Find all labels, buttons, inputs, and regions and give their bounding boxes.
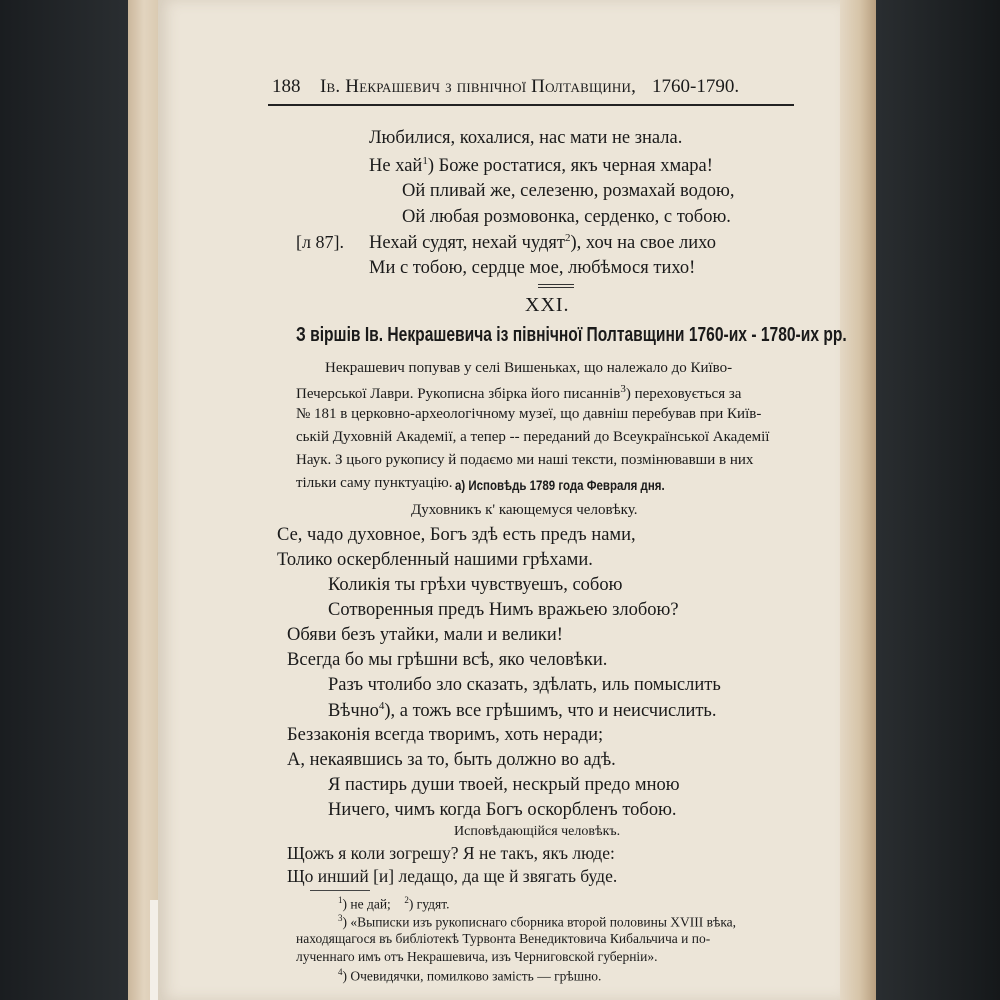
verse-line: Я пастирь души твоей, нескрый предо мною <box>328 775 680 795</box>
desk-background-right <box>868 0 1000 1000</box>
page-number: 188 <box>272 76 301 97</box>
intro-line: Наук. З цього рукопису й подаємо ми наші тексти, позмінювавши в них <box>296 452 754 468</box>
footnote-ref: 2 <box>565 232 571 244</box>
intro-line: Печерської Лаври. Рукописна збірка його писаннів$^3$) переховується за <box>296 383 742 402</box>
footnote-ref: 4 <box>378 700 385 712</box>
book-gutter-left <box>128 0 160 1000</box>
footnote-cont: лученнаго имъ отъ Некрашевича, изъ Черниговской губерніи». <box>296 949 658 964</box>
verse-line: Щожъ я коли зогрешу? Я не такъ, якъ люде: <box>287 843 615 863</box>
subsection-heading: а) Исповѣдь 1789 года Февраля дня. <box>455 477 665 493</box>
verse-line: Ми с тобою, сердце мое, любѣмося тихо! <box>369 258 696 278</box>
book-page-edge-right <box>836 0 876 1000</box>
verse-line: Не хай$^1$) Боже ростатися, якъ черная хмара! <box>369 155 713 177</box>
verse-line: Сотворенныя предъ Нимъ вражьею злобою? <box>328 600 679 620</box>
binding-strip <box>150 900 158 1000</box>
speaker-label: Исповѣдающійся человѣкъ. <box>454 824 621 839</box>
section-divider <box>538 287 574 288</box>
intro-line: Некрашевич попував у селі Вишеньках, що належало до Київо- <box>325 360 733 376</box>
intro-line: ській Духовній Академії, а тепер -- переданий до Всеукраїнської Академії <box>296 429 770 445</box>
footnote: $^3$) «Выписки изъ рукописнаго сборника второй половины XVIII вѣка, <box>338 913 737 930</box>
verse-line: Всегда бо мы грѣшни всѣ, яко человѣки. <box>287 650 608 670</box>
verse-line: Обяви безъ утайки, мали и велики! <box>287 625 563 645</box>
intro-line: тільки саму пунктуацію. <box>296 475 453 491</box>
verse-line: Вѣчно$^4$), а тожъ все грѣшимъ, что и неисчислить. <box>328 700 717 722</box>
footnote-rule <box>310 890 370 891</box>
footnote-ref: 3 <box>620 383 626 395</box>
header-rule <box>268 104 794 106</box>
intro-line: № 181 в церковно-археологічному музеї, що давніш перебував при Київ- <box>296 406 762 422</box>
section-number: XXI. <box>525 294 570 316</box>
verse-line: А, некаявшись за то, быть должно во адѣ. <box>287 750 616 770</box>
section-title: З віршів Ів. Некрашевича із північної Полтавщини 1760-их - 1780-их рр. <box>296 324 847 346</box>
verse-line: Коликія ты грѣхи чувствуешъ, собою <box>328 575 623 595</box>
footnote: $^4$) Очевидячки, помилково замість — грѣшно. <box>338 967 602 984</box>
sheet-mark: [л 87]. <box>296 232 344 252</box>
verse-line: Разъ чтолибо зло сказать, здѣлать, иль помыслить <box>328 675 721 695</box>
verse-line: Ой любая розмовонка, серденко, с тобою. <box>402 207 731 227</box>
verse-line: Беззаконія всегда творимъ, хоть неради; <box>287 725 604 745</box>
running-title: Ів. Некрашевич з північної Полтавщини, <box>320 76 637 97</box>
running-title-years: 1760-1790. <box>652 76 740 97</box>
section-divider <box>538 284 574 285</box>
verse-line: Нехай судят, нехай чудят$^2$), хоч на свое лихо <box>369 232 716 254</box>
verse-line: Що инший [и] ледащо, да ще й звягать буде. <box>287 866 618 886</box>
verse-line: Се, чадо духовное, Богъ здѣ есть предъ нами, <box>277 525 636 545</box>
speaker-label: Духовникъ к' кающемуся человѣку. <box>411 502 638 518</box>
footnote-cont: находящагося въ библіотекѣ Турвонта Венедиктовича Кибальчича и по- <box>296 931 711 946</box>
verse-line: Любилися, кохалися, нас мати не знала. <box>369 128 683 148</box>
verse-line: Ой пливай же, селезеню, розмахай водою, <box>402 181 735 201</box>
verse-line: Ничего, чимъ когда Богъ оскорбленъ тобою. <box>328 800 677 820</box>
verse-line: Толико оскербленный нашими грѣхами. <box>277 550 593 570</box>
footnote-ref: 1 <box>422 155 428 167</box>
footnote: $^1$) не дай; $^2$) гудят. <box>338 895 450 912</box>
desk-background-left <box>0 0 130 1000</box>
